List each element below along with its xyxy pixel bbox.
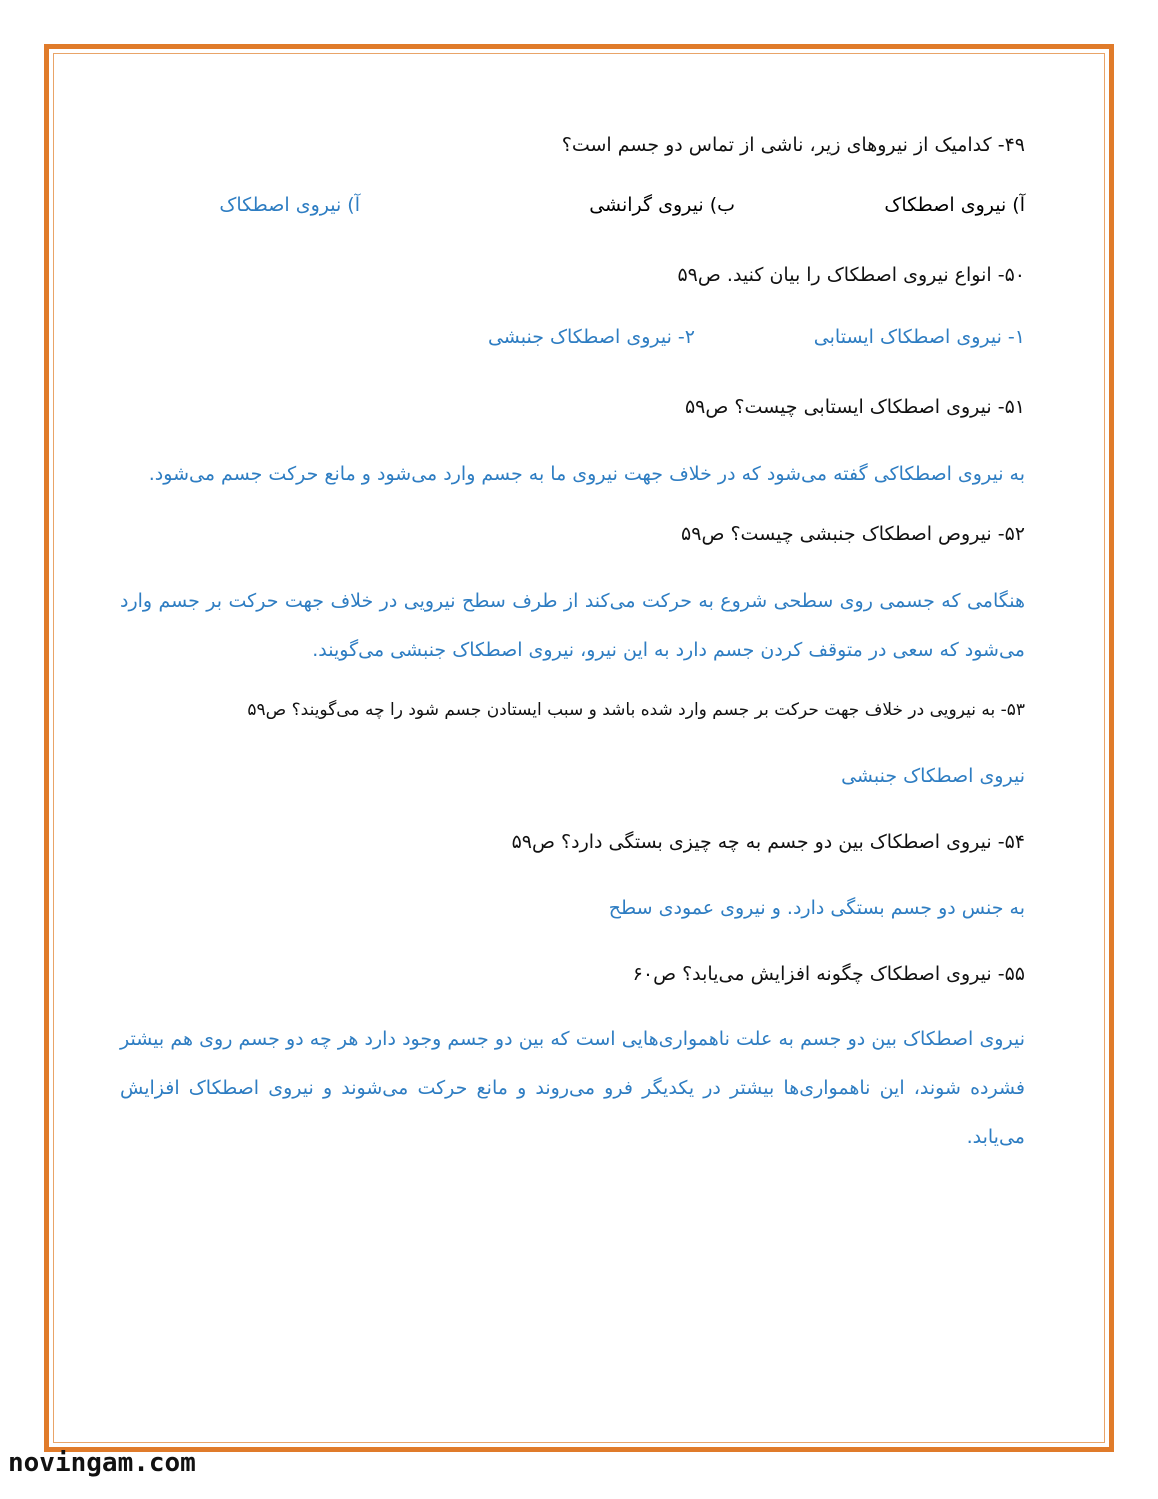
answer-52: هنگامی که جسمی روی سطحی شروع به حرکت می‌کند از طرف سطح نیرویی در خلاف جهت حرکت بر جسم وارد می‌شود که سعی در متوقف کردن جسم دارد به این نیرو، نیروی اصطکاک جنبشی می‌گویند. [120, 590, 1025, 661]
question-53: ۵۳- به نیرویی در خلاف جهت حرکت بر جسم وارد شده باشد و سبب ایستادن جسم شود را چه می‌گویند؟ ص۵۹ [247, 700, 1025, 720]
option-a: آ) نیروی اصطکاک [884, 194, 1025, 216]
answer-50-item-2: ۲- نیروی اصطکاک جنبشی [487, 326, 695, 348]
question-49-options [120, 194, 1025, 224]
option-b: ب) نیروی گرانشی [589, 194, 735, 216]
answer-54: به جنس دو جسم بستگی دارد. و نیروی عمودی سطح [608, 897, 1025, 919]
question-50: ۵۰- انواع نیروی اصطکاک را بیان کنید. ص۵۹ [677, 264, 1025, 286]
question-54: ۵۴- نیروی اصطکاک بین دو جسم به چه چیزی بستگی دارد؟ ص۵۹ [511, 831, 1025, 853]
answer-51: به نیروی اصطکاکی گفته می‌شود که در خلاف جهت نیروی ما به جسم وارد می‌شود و مانع حرکت جسم می‌شود. [148, 463, 1025, 485]
worksheet-content [120, 130, 1025, 1162]
question-49: ۴۹- کدامیک از نیروهای زیر، ناشی از تماس دو جسم است؟ [561, 134, 1025, 156]
watermark-site: novingam.com [8, 1448, 196, 1478]
answer-55: نیروی اصطکاک بین دو جسم به علت ناهمواری‌هایی است که بین دو جسم وجود دارد هر چه دو جسم روی هم بیشتر فشرده شوند، این ناهمواری‌ها بیشتر در یکدیگر فرو می‌روند و مانع حرکت می‌شوند و نیروی اصطکاک افزایش می‌یابد. [120, 1028, 1025, 1148]
answer-53: نیروی اصطکاک جنبشی [841, 765, 1025, 787]
question-51: ۵۱- نیروی اصطکاک ایستابی چیست؟ ص۵۹ [684, 396, 1025, 418]
answer-50-item-1: ۱- نیروی اصطکاک ایستابی [813, 326, 1025, 348]
question-55: ۵۵- نیروی اصطکاک چگونه افزایش می‌یابد؟ ص۶۰ [632, 963, 1025, 985]
question-52: ۵۲- نیروص اصطکاک جنبشی چیست؟ ص۵۹ [681, 523, 1025, 545]
answer-49: آ) نیروی اصطکاک [219, 194, 360, 216]
answer-50 [120, 326, 1025, 356]
